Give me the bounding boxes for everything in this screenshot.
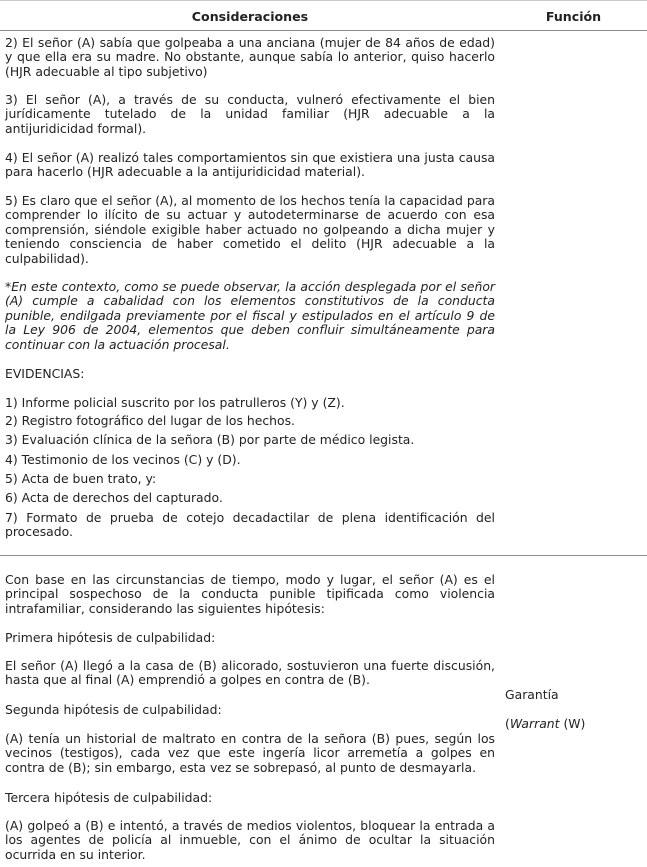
header-funcion: Función <box>545 9 602 24</box>
hypothesis-2-text: (A) tenía un historial de maltrato en contra de la señora (B) pues, según los vecinos (testigos), cada vez que este ingería licor arremetía a golpes en contra de (B); sin embargo, esta vez se sobrepasó, al punto de desmayarla. <box>5 731 495 775</box>
row-divider <box>0 555 647 556</box>
evidence-item: 7) Formato de prueba de cotejo decadactilar de plena identificación del procesado. <box>5 510 495 540</box>
function-warrant-term: Warrant <box>509 716 560 731</box>
evidence-title: EVIDENCIAS: <box>5 366 85 381</box>
evidence-item: 4) Testimonio de los vecinos (C) y (D). <box>5 452 241 467</box>
function-warrant-abbrev: (W) <box>559 716 586 731</box>
hypothesis-1-text: El señor (A) llegó a la casa de (B) alicorado, sostuvieron una fuerte discusión, hasta que al final (A) emprendió a golpes en contra de (B). <box>5 658 495 688</box>
context-paragraph: *En este contexto, como se puede observar, la acción desplegada por el señor (A) cumple a cabalidad con los elementos constitutivos de la conducta punible, endilgada previamente por el fiscal y estipulados en el artículo 9 de la Ley 906 de 2004, elementos que deben confluir simultáneamente para continuar con la actuación procesal. <box>5 279 495 352</box>
table-header <box>0 0 647 31</box>
function-label: Garantía <box>505 687 559 702</box>
paragraph-4: 4) El señor (A) realizó tales comportamientos sin que existiera una justa causa para hacerlo (HJR adecuable a la antijuridicidad material). <box>5 150 495 180</box>
hypothesis-1-title: Primera hipótesis de culpabilidad: <box>5 630 216 645</box>
hypothesis-3-title: Tercera hipótesis de culpabilidad: <box>5 790 213 805</box>
paragraph-2: 2) El señor (A) sabía que golpeaba a una anciana (mujer de 84 años de edad) y que ella era su madre. No obstante, aunque sabía lo anterior, quiso hacerlo (HJR adecuable al tipo subjetivo) <box>5 35 495 79</box>
function-warrant <box>505 717 585 731</box>
header-consideraciones: Consideraciones <box>191 9 309 24</box>
paragraph-3: 3) El señor (A), a través de su conducta, vulneró efectivamente el bien jurídicamente tutelado de la unidad familiar (HJR adecuable a la antijuridicidad formal). <box>5 92 495 136</box>
evidence-item: 6) Acta de derechos del capturado. <box>5 490 223 505</box>
function-open-paren: ( <box>505 716 510 731</box>
evidence-item: 5) Acta de buen trato, y: <box>5 471 157 486</box>
hypothesis-2-title: Segunda hipótesis de culpabilidad: <box>5 702 222 717</box>
evidence-item: 3) Evaluación clínica de la señora (B) por parte de médico legista. <box>5 432 415 447</box>
intro-paragraph: Con base en las circunstancias de tiempo, modo y lugar, el señor (A) es el principal sospechoso de la conducta punible tipificada como violencia intrafamiliar, considerando las siguientes hipótesis: <box>5 572 495 616</box>
evidence-item: 2) Registro fotográfico del lugar de los hechos. <box>5 413 295 428</box>
hypothesis-3-text: (A) golpeó a (B) e intentó, a través de medios violentos, bloquear la entrada a los agentes de policía al inmueble, con el ánimo de ocultar la situación ocurrida en su interior. <box>5 818 495 862</box>
evidence-item: 1) Informe policial suscrito por los patrulleros (Y) y (Z). <box>5 395 345 410</box>
paragraph-5: 5) Es claro que el señor (A), al momento de los hechos tenía la capacidad para comprender lo ilícito de su actuar y autodeterminarse de acuerdo con esa comprensión, siéndole exigible haber actuado no golpeando a dicha mujer y teniendo consciencia de haber cometido el delito (HJR adecuable a la culpabilidad). <box>5 193 495 266</box>
